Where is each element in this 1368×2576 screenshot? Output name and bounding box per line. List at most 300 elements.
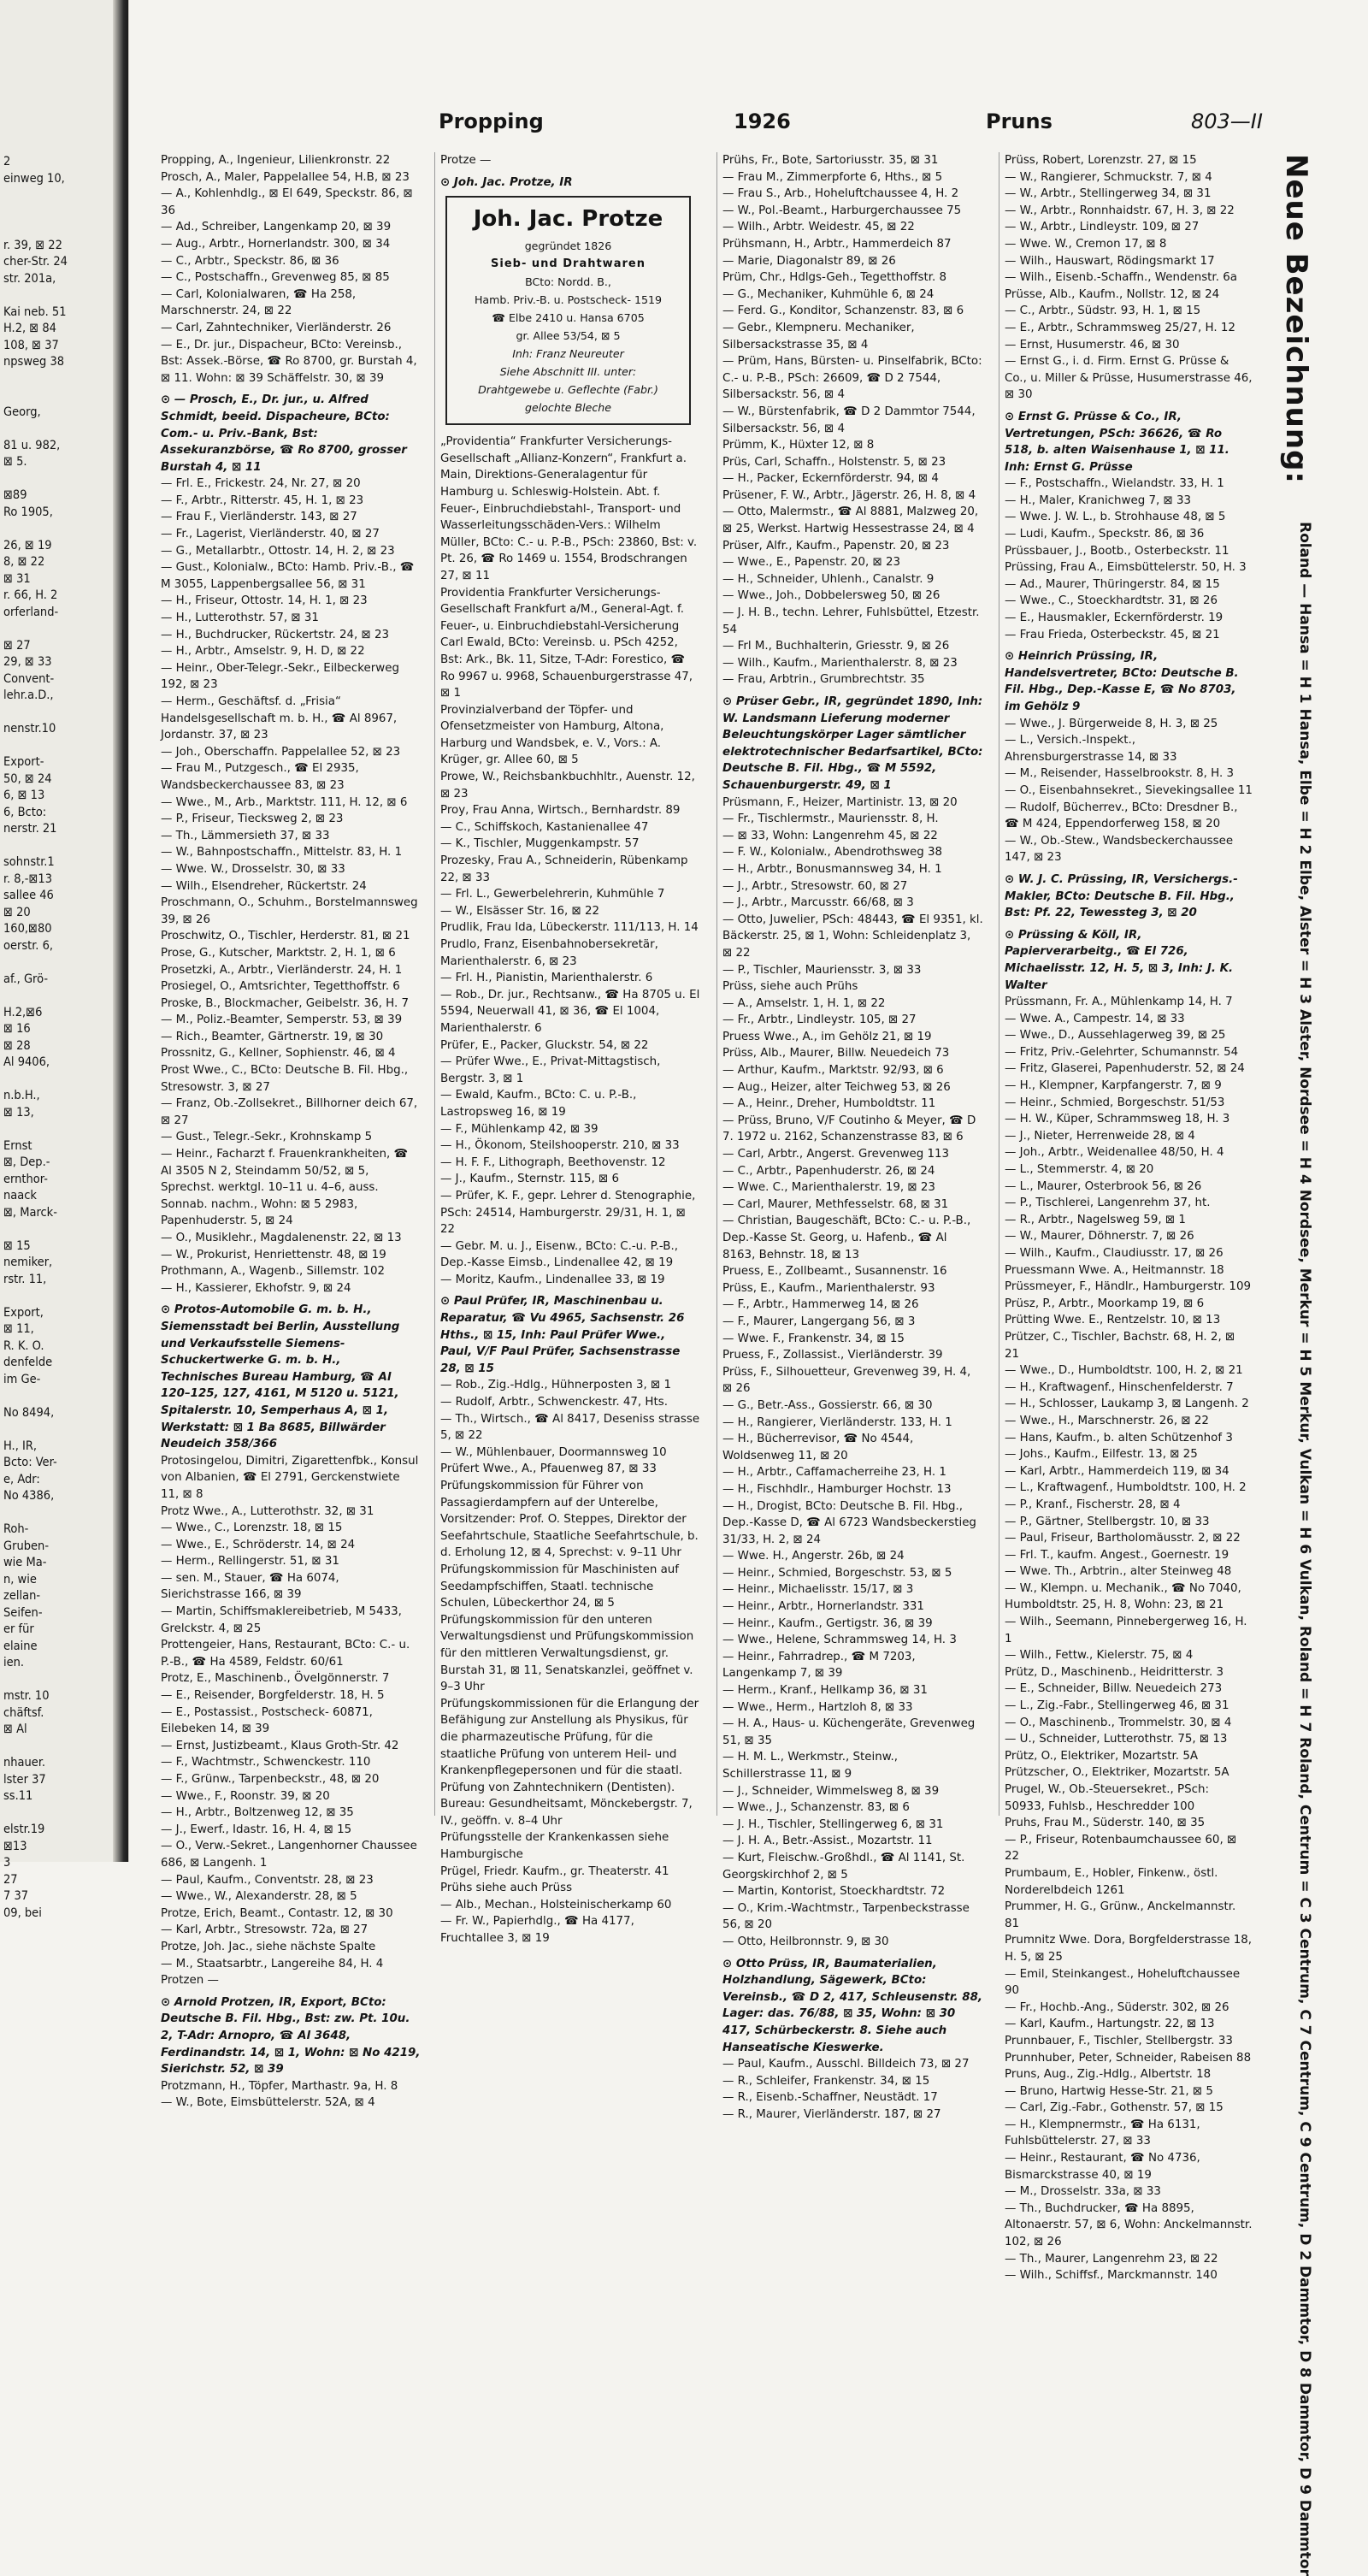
directory-entry: Provinzialverband der Töpfer- und Ofensetzmeister von Hamburg, Altona, Harburg und Wandsbek, e. V., Vors.: A. Krüger, gr. Allee 60, ⊠ 5 [440, 703, 664, 767]
directory-entry: — H., Drogist, BCto: Deutsche B. Fil. Hbg., Dep.-Kasse D, ☎ Al 6723 Wandsbeckerstieg 31/33, H. 2, ⊠ 24 [722, 1499, 976, 1546]
directory-entry: — Franz, Ob.-Zollsekret., Billhorner deich 67, ⊠ 27 [161, 1097, 418, 1127]
directory-entry: Prütting Wwe. E., Rentzelstr. 10, ⊠ 13 [1005, 1314, 1221, 1327]
directory-entry: — H. F. F., Lithograph, Beethovenstr. 12 [440, 1155, 666, 1169]
directory-entry: — Wilh., Arbtr. Weidestr. 45, ⊠ 22 [722, 221, 915, 234]
column-2 [434, 152, 701, 1946]
directory-entry: — Herm., Rellingerstr. 51, ⊠ 31 [161, 1555, 339, 1569]
directory-entry: Prützscher, O., Elektriker, Mozartstr. 5A [1005, 1766, 1229, 1780]
directory-entry: — H., Rangierer, Vierländerstr. 133, H. 1 [722, 1415, 952, 1429]
directory-entry: — E., Postassist., Postscheck- 60871, Eilebeken 14, ⊠ 39 [161, 1705, 373, 1736]
directory-entry: — Wwe. A., Campestr. 14, ⊠ 33 [1005, 1012, 1185, 1025]
directory-entry: — Prüm, Hans, Bürsten- u. Pinselfabrik, BCto: C.- u. P.-B., PSch: 26609, ☎ D 2 7544, Silbersackstr. 56, ⊠ 4 [722, 355, 982, 402]
directory-entry: — M., Drosselstr. 33a, ⊠ 33 [1005, 2185, 1161, 2199]
directory-entry: — H., Ökonom, Steilshooperstr. 210, ⊠ 33 [440, 1139, 680, 1153]
directory-entry: — Ernst, Justizbeamt., Klaus Groth-Str. 42 [161, 1739, 399, 1752]
directory-entry: — W., Arbtr., Stellingerweg 34, ⊠ 31 [1005, 187, 1212, 201]
directory-entry: — H., Arbtr., Bonusmannsweg 34, H. 1 [722, 862, 942, 876]
directory-entry: ⊙ Ernst G. Prüsse & Co., IR, Vertretungen, PSch: 36626, ☎ Ro 518, b. alten Waisenhause 1, ⊠ 11. Inh: Ernst G. Prüsse [1005, 410, 1229, 474]
directory-entry: — H., Schneider, Uhlenh., Canalstr. 9 [722, 572, 935, 586]
directory-entry: ⊙ W. J. C. Prüssing, IR, Versichergs.-Makler, BCto: Deutsche B. Fil. Hbg., Bst: Pf. 22, Tewessteg 3, ⊠ 20 [1005, 872, 1238, 920]
directory-entry: — Frl. H., Pianistin, Marienthalerstr. 6 [440, 972, 653, 985]
directory-entry: — Heinr., Schmied, Borgeschstr. 51/53 [1005, 1096, 1225, 1109]
ad-owner: Inh: Franz Neureuter [512, 347, 624, 361]
directory-entry: — Wwe., C., Stoeckhardtstr. 31, ⊠ 26 [1005, 594, 1218, 608]
directory-entry: — L., Maurer, Osterbrook 56, ⊠ 26 [1005, 1179, 1202, 1193]
directory-entry: — Wwe., H., Marschnerstr. 26, ⊠ 22 [1005, 1414, 1209, 1427]
exchange-legend-sidebar [1247, 154, 1313, 2576]
directory-entry: ⊙ Protos-Automobile G. m. b. H., Siemensstadt bei Berlin, Ausstellung und Verkaufsstelle Siemens-Schuckertwerke G. m. b. H., Technisches Bureau Hamburg, ☎ Al 120–125, 127, 4161, M 5120 u. 5121, Spitalerstr. 10, Semperhaus A, ⊠ 1, Werkstatt: ⊠ 1 Ba 8685, Billwärder Neudeich 358/366 [161, 1303, 400, 1451]
directory-entry: — J., Arbtr., Marcusstr. 66/68, ⊠ 3 [722, 896, 914, 910]
directory-entry: Prühs siehe auch Prüss [440, 1882, 573, 1895]
book-gutter [113, 0, 128, 1862]
directory-entry: — H., Kassierer, Ekhofstr. 9, ⊠ 24 [161, 1281, 351, 1295]
directory-entry: — F., Wachtmstr., Schwenckestr. 110 [161, 1756, 371, 1770]
directory-entry: — F., Arbtr., Ritterstr. 45, H. 1, ⊠ 23 [161, 493, 364, 507]
column-1 [161, 152, 422, 2110]
directory-entry: — W., Arbtr., Ronnhaidstr. 67, H. 3, ⊠ 22 [1005, 204, 1235, 217]
directory-entry: — Aug., Heizer, alter Teichweg 53, ⊠ 26 [722, 1080, 951, 1094]
directory-entry: — Arthur, Kaufm., Marktstr. 92/93, ⊠ 6 [722, 1064, 944, 1078]
directory-entry: Prunnhuber, Peter, Schneider, Rabeisen 88 [1005, 2051, 1252, 2065]
directory-entry: — W., Mühlenbauer, Doormannsweg 10 [440, 1445, 667, 1459]
directory-entry: — sen. M., Stauer, ☎ Ha 6074, Sierichstrasse 166, ⊠ 39 [161, 1571, 339, 1602]
directory-entry: — H., Maler, Kranichweg 7, ⊠ 33 [1005, 493, 1192, 507]
directory-page [144, 68, 1324, 2576]
directory-entry: Prottengeier, Hans, Restaurant, BCto: C.- u. P.-B., ☎ Ha 4589, Feldstr. 60/61 [161, 1639, 410, 1669]
directory-entry: — Heinr., Fahrradrep., ☎ M 7203, Langenkamp 7, ⊠ 39 [722, 1650, 916, 1681]
directory-entry: Prüssmann, Fr. A., Mühlenkamp 14, H. 7 [1005, 996, 1233, 1009]
directory-entry: — Johs., Kaufm., Eilfestr. 13, ⊠ 25 [1005, 1448, 1198, 1462]
directory-entry: Prossnitz, G., Kellner, Sophienstr. 46, ⊠ 4 [161, 1047, 396, 1061]
directory-entry: — Otto, Heilbronnstr. 9, ⊠ 30 [722, 1935, 889, 1948]
directory-entry: — W., Ob.-Stew., Wandsbeckerchaussee 147, ⊠ 23 [1005, 834, 1234, 865]
directory-entry: Prudlo, Franz, Eisenbahnobersekretär, Marienthalerstr. 6, ⊠ 23 [440, 938, 658, 968]
directory-entry: — Ferd. G., Konditor, Schanzenstr. 83, ⊠ 6 [722, 304, 964, 318]
page-number: 803—II [1191, 109, 1263, 133]
directory-entry: Protzen — [161, 1974, 219, 1988]
directory-entry: — Joh., Arbtr., Weidenallee 48/50, H. 4 [1005, 1146, 1224, 1160]
directory-entry: Prumbaum, E., Hobler, Finkenw., östl. Norderelbdeich 1261 [1005, 1866, 1218, 1897]
directory-entry: Proy, Frau Anna, Wirtsch., Bernhardstr. 89 [440, 804, 681, 818]
directory-entry: — H., Lutterothstr. 57, ⊠ 31 [161, 612, 319, 625]
directory-entry: — Marie, Diagonalstr 89, ⊠ 26 [722, 254, 896, 268]
directory-entry: — Karl, Kaufm., Hartungstr. 22, ⊠ 13 [1005, 2018, 1215, 2031]
directory-entry: Pruess, E., Zollbeamt., Susannenstr. 16 [722, 1265, 947, 1279]
directory-entry: Prunnbauer, F., Tischler, Stellbergstr. 33 [1005, 2034, 1233, 2047]
directory-entry: — H., Klempnermstr., ☎ Ha 6131, Fuhlsbüttelerstr. 27, ⊠ 33 [1005, 2118, 1200, 2148]
directory-entry: — Wwe. C., Marienthalerstr. 19, ⊠ 23 [722, 1181, 935, 1195]
directory-entry: — Paul, Friseur, Bartholomäusstr. 2, ⊠ 22 [1005, 1532, 1241, 1545]
column-2-top [440, 152, 701, 191]
directory-entry: Prüsmann, F., Heizer, Martinistr. 13, ⊠ 20 [722, 795, 958, 809]
directory-entry: — Fr., Hochb.-Ang., Süderstr. 302, ⊠ 26 [1005, 2000, 1229, 2014]
previous-page-bleed [0, 0, 129, 1920]
directory-entry: — Wwe., J. Bürgerweide 8, H. 3, ⊠ 25 [1005, 717, 1218, 730]
directory-entry: — Th., Buchdrucker, ☎ Ha 8895, Altonaerstr. 57, ⊠ 6, Wohn: Anckelmannstr. 102, ⊠ 26 [1005, 2201, 1253, 2249]
directory-entry: — Heinr., Kaufm., Gertigstr. 36, ⊠ 39 [722, 1616, 933, 1630]
page-header [144, 104, 1341, 139]
directory-entry: — W., Elsässer Str. 16, ⊠ 22 [440, 904, 600, 918]
directory-entry: — U., Schneider, Lutterothstr. 75, ⊠ 13 [1005, 1733, 1228, 1746]
directory-entry: — Moritz, Kaufm., Lindenallee 33, ⊠ 19 [440, 1273, 665, 1286]
directory-entry: — Fr., Lagerist, Vierländerstr. 40, ⊠ 27 [161, 528, 380, 541]
ad-category: Drahtgewebe u. Geflechte (Fabr.) [478, 383, 658, 397]
directory-entry: — Wwe., E., Papenstr. 20, ⊠ 23 [722, 556, 901, 570]
directory-entry: — W., Bahnpostschaffn., Mittelstr. 83, H. 1 [161, 846, 403, 860]
directory-entry: — Otto, Malermstr., ☎ Al 8881, Malzweg 20, ⊠ 25, Werkst. Hartwig Hessestrasse 24, ⊠ 4 [722, 505, 979, 536]
directory-entry: — Th., Lämmersieth 37, ⊠ 33 [161, 829, 330, 842]
ad-bank-2: Hamb. Priv.-B. u. Postscheck- 1519 [474, 293, 663, 307]
directory-entry: — O., Musiklehr., Magdalenenstr. 22, ⊠ 13 [161, 1232, 402, 1244]
directory-entry: — ⊠ 33, Wohn: Langenrehm 45, ⊠ 22 [722, 829, 938, 842]
directory-entry: Prüssing, Frau A., Eimsbüttelerstr. 50, H. 3 [1005, 561, 1247, 575]
directory-entry: — Christian, Baugeschäft, BCto: C.- u. P.-B., Dep.-Kasse St. Georg, u. Hafenb., ☎ Al 8163, Behnstr. 18, ⊠ 13 [722, 1214, 971, 1261]
directory-entry: — H., Buchdrucker, Rückertstr. 24, ⊠ 23 [161, 628, 390, 641]
sidebar-legend: Roland — Hansa = H 1 Hansa, Elbe = H 2 Elbe, Alster = H 3 Alster, Nordsee = H 4 Nordsee, Merkur = H 5 Merkur, Vulkan = H 6 Vulkan, Roland = H 7 Roland, Centrum = C 3 Centrum, C 7 Centrum, C 9 Centrum, D 2 Dammtor, D 8 Dammtor, D 9 Dammtor [1296, 522, 1313, 2576]
directory-entry: — Frl M., Buchhalterin, Griesstr. 9, ⊠ 26 [722, 640, 950, 653]
directory-entry: — Frl. E., Frickestr. 24, Nr. 27, ⊠ 20 [161, 477, 361, 491]
directory-entry: — Heinr., Facharzt f. Frauenkrankheiten, ☎ Al 3505 N 2, Steindamm 50/52, ⊠ 5, Sprechst. werktgl. 10–11 u. 4–6, auss. Sonnab. nachm., Wohn: ⊠ 5 2983, Papenhuderstr. 5, ⊠ 24 [161, 1148, 409, 1228]
directory-entry: Prosetzki, A., Arbtr., Vierländerstr. 24, H. 1 [161, 963, 403, 977]
ad-bank: BCto: Nordd. B., [525, 275, 611, 289]
directory-entry: — C., Arbtr., Papenhuderstr. 26, ⊠ 24 [722, 1164, 935, 1178]
directory-entry: — Frau S., Arb., Hoheluftchaussee 4, H. 2 [722, 187, 959, 201]
directory-entry: — Aug., Arbtr., Hornerlandstr. 300, ⊠ 34 [161, 237, 391, 251]
directory-entry: — A., Kohlenhdlg., ⊠ El 649, Speckstr. 86, ⊠ 36 [161, 187, 413, 217]
directory-entry: Prüss, Alb., Maurer, Billw. Neuedeich 73 [722, 1047, 950, 1061]
directory-entry: — Wwe. W., Cremon 17, ⊠ 8 [1005, 237, 1167, 251]
directory-entry: Prüs, Carl, Schaffn., Holstenstr. 5, ⊠ 23 [722, 455, 946, 469]
directory-entry: — M., Reisender, Hasselbrookstr. 8, H. 3 [1005, 767, 1235, 781]
directory-entry: ⊙ — Prosch, E., Dr. jur., u. Alfred Schmidt, beeid. Dispacheure, BCto: Com.- u. Priv.-Bank, Bst: Assekuranzbörse, ☎ Ro 8700, grosser Burstah 4, ⊠ 11 [161, 393, 407, 474]
directory-entry: Protze — [440, 154, 492, 167]
directory-entry: — H., Klempner, Karpfangerstr. 7, ⊠ 9 [1005, 1079, 1222, 1093]
directory-entry: Prüssmeyer, F., Händlr., Hamburgerstr. 109 [1005, 1280, 1251, 1294]
directory-entry: Proschwitz, O., Tischler, Herderstr. 81, ⊠ 21 [161, 930, 410, 943]
directory-entry: — E., Reisender, Borgfelderstr. 18, H. 5 [161, 1689, 385, 1703]
directory-entry: — Joh., Oberschaffn. Pappelallee 52, ⊠ 23 [161, 745, 401, 759]
directory-entry: — Karl, Arbtr., Hammerdeich 119, ⊠ 34 [1005, 1464, 1229, 1478]
directory-entry: — P., Tischler, Mauriensstr. 3, ⊠ 33 [722, 963, 922, 977]
directory-entry: Protzmann, H., Töpfer, Marthastr. 9a, H. 8 [161, 2079, 398, 2093]
directory-entry: — F., Postschaffn., Wielandstr. 33, H. 1 [1005, 477, 1224, 491]
directory-entry: — Carl, Maurer, Methfesselstr. 68, ⊠ 31 [722, 1197, 949, 1211]
directory-entry: Protz, E., Maschinenb., Övelgönnerstr. 7 [161, 1672, 390, 1686]
directory-entry: — Wilh., Hauswart, Rödingsmarkt 17 [1005, 254, 1215, 268]
directory-entry: Prüssbauer, J., Bootb., Osterbeckstr. 11 [1005, 544, 1229, 558]
directory-entry: Prüsener, F. W., Arbtr., Jägerstr. 26, H. 8, ⊠ 4 [722, 488, 976, 502]
directory-entry: — F., Arbtr., Hammerweg 14, ⊠ 26 [722, 1298, 919, 1312]
directory-entry: Protz Wwe., A., Lutterothstr. 32, ⊠ 31 [161, 1504, 374, 1518]
directory-entry: Prosch, A., Maler, Pappelallee 54, H.B, ⊠ 23 [161, 170, 410, 184]
directory-entry: ⊙ Prüssing & Köll, IR, Papierverarbeitg., ☎ El 726, Michaelisstr. 12, H. 5, ⊠ 3, Inh: J. K. Walter [1005, 928, 1234, 992]
directory-entry: Prüfungsstelle der Krankenkassen siehe Hamburgische [440, 1831, 669, 1862]
directory-entry: ⊙ Prüser Gebr., IR, gegründet 1890, Inh: W. Landsmann Lieferung moderner Beleuchtungskörper Lager sämtlicher elektrotechnischer Bedarfsartikel, BCto: Deutsche B. Fil. Hbg., ☎ M 5592, Schauenburgerstr. 49, ⊠ 1 [722, 695, 983, 792]
directory-entry: — Wwe. Th., Arbtrin., alter Steinweg 48 [1005, 1565, 1232, 1579]
directory-entry: Prüfungskommission für Führer von Passagierdampfern auf der Unterelbe, Vorsitzender: Prof. O. Steppes, Direktor der Seefahrtschule, Staatliche Seefahrtschule, b. d. Erholung 12, ⊠ 4, Sprechst: v. 9–11 Uhr [440, 1480, 699, 1560]
directory-entry: — Hans, Kaufm., b. alten Schützenhof 3 [1005, 1431, 1233, 1445]
directory-entry: — Wilh., Elsendreher, Rückertstr. 24 [161, 879, 367, 893]
directory-entry: — Paul, Kaufm., Conventstr. 28, ⊠ 23 [161, 1873, 374, 1887]
directory-entry: — C., Schiffskoch, Kastanienallee 47 [440, 820, 649, 834]
directory-entry: — Frau M., Zimmerpforte 6, Hths., ⊠ 5 [722, 170, 943, 184]
directory-entry: — Frl. L., Gewerbelehrerin, Kuhmühle 7 [440, 888, 665, 901]
directory-entry: — O., Eisenbahnsekret., Sievekingsallee 11 [1005, 783, 1253, 797]
directory-entry: — E., Hausmakler, Eckernförderstr. 19 [1005, 612, 1224, 625]
protze-advertisement [445, 196, 691, 425]
directory-entry: — Karl, Arbtr., Stresowstr. 72a, ⊠ 27 [161, 1923, 369, 1937]
directory-entry: — Martin, Kontorist, Stoeckhardtstr. 72 [722, 1885, 946, 1899]
header-last-entry: Pruns [986, 109, 1053, 133]
directory-entry: Prüss, F., Silhouetteur, Grevenweg 39, H. 4, ⊠ 26 [722, 1365, 971, 1396]
directory-entry: — Heinr., Arbtr., Hornerlandstr. 331 [722, 1600, 924, 1614]
directory-entry: — R., Schleifer, Frankenstr. 34, ⊠ 15 [722, 2074, 930, 2088]
directory-entry: — E., Arbtr., Schrammsweg 25/27, H. 12 [1005, 321, 1235, 334]
directory-entry: — W., Maurer, Döhnerstr. 7, ⊠ 26 [1005, 1230, 1194, 1244]
directory-entry: — Herm., Geschäftsf. d. „Frisia“ Handelsgesellschaft m. b. H., ☎ Al 8967, Jordanstr. 37, ⊠ 23 [161, 695, 398, 742]
directory-entry: — Ernst, Husumerstr. 46, ⊠ 30 [1005, 338, 1180, 352]
directory-entry: — Wwe., M., Arb., Marktstr. 111, H. 12, ⊠ 6 [161, 795, 408, 809]
directory-entry: Prost Wwe., C., BCto: Deutsche B. Fil. Hbg., Stresowstr. 3, ⊠ 27 [161, 1064, 409, 1094]
column-2-entries [440, 434, 701, 1947]
directory-entry: Prütz, D., Maschinenb., Heidritterstr. 3 [1005, 1665, 1224, 1679]
directory-entry: — W., Rangierer, Schmuckstr. 7, ⊠ 4 [1005, 170, 1212, 184]
ad-phone: ☎ Elbe 2410 u. Hansa 6705 [492, 311, 645, 325]
directory-entry: Pruhs, Frau M., Süderstr. 140, ⊠ 35 [1005, 1817, 1206, 1830]
directory-entry: — L., Kraftwagenf., Humboldtstr. 100, H. 2 [1005, 1481, 1247, 1495]
directory-entry: — Paul, Kaufm., Ausschl. Billdeich 73, ⊠ 27 [722, 2058, 970, 2071]
directory-entry: — W., Prokurist, Henriettenstr. 48, ⊠ 19 [161, 1248, 386, 1261]
directory-entry: ⊙ Heinrich Prüssing, IR, Handelsvertreter, BCto: Deutsche B. Fil. Hbg., Dep.-Kasse E, ☎ No 8703, im Gehölz 9 [1005, 650, 1239, 713]
directory-entry: — Wilh., Kaufm., Claudiusstr. 17, ⊠ 26 [1005, 1247, 1224, 1260]
directory-entry: — Wwe. F., Frankenstr. 34, ⊠ 15 [722, 1332, 905, 1345]
header-year: 1926 [734, 109, 791, 133]
directory-entry: — J. H., Tischler, Stellingerweg 6, ⊠ 31 [722, 1817, 944, 1831]
directory-entry: — F., Mühlenkamp 42, ⊠ 39 [440, 1122, 598, 1136]
ad-see: Siehe Abschnitt III. unter: [499, 365, 637, 379]
directory-entry: — Wwe., J., Schanzenstr. 83, ⊠ 6 [722, 1801, 910, 1815]
directory-entry: — Ad., Schreiber, Langenkamp 20, ⊠ 39 [161, 221, 392, 234]
directory-entry: Prüsse, Alb., Kaufm., Nollstr. 12, ⊠ 24 [1005, 287, 1220, 301]
directory-entry: — J. H. B., techn. Lehrer, Fuhlsbüttel, Etzestr. 54 [722, 606, 980, 636]
directory-entry: — O., Krim.-Wachtmstr., Tarpenbeckstrasse 56, ⊠ 20 [722, 1901, 970, 1932]
directory-entry: Prothmann, A., Wagenb., Sillemstr. 102 [161, 1265, 386, 1279]
directory-entry: — Prüfer, K. F., gepr. Lehrer d. Stenographie, PSch: 24514, Hamburgerstr. 29/31, H. 1, ⊠ 22 [440, 1189, 696, 1237]
directory-entry: — W., Bote, Eimsbüttelerstr. 52A, ⊠ 4 [161, 2096, 375, 2110]
directory-entry: — Rudolf, Bücherrev., BCto: Dresdner B., ☎ M 424, Eppendorferweg 158, ⊠ 20 [1005, 801, 1238, 831]
directory-entry: — Wilh., Kaufm., Marienthalerstr. 8, ⊠ 23 [722, 656, 958, 670]
directory-entry: — Fr., Tischlermstr., Mauriensstr. 8, H. [722, 812, 939, 826]
directory-entry: Prummer, H. G., Grünw., Anckelmannstr. 81 [1005, 1900, 1236, 1930]
directory-entry: — R., Maurer, Vierländerstr. 187, ⊠ 27 [722, 2107, 941, 2121]
directory-entry: Prüss, E., Kaufm., Marienthalerstr. 93 [722, 1281, 935, 1295]
directory-entry: — G., Mechaniker, Kuhmühle 6, ⊠ 24 [722, 287, 935, 301]
directory-entry: Prütz, O., Elektriker, Mozartstr. 5A [1005, 1749, 1199, 1763]
directory-entry: — Heinr., Schmied, Borgeschstr. 53, ⊠ 5 [722, 1566, 952, 1580]
directory-entry: — Wilh., Fettw., Kielerstr. 75, ⊠ 4 [1005, 1649, 1194, 1663]
directory-entry: — Alb., Mechan., Holsteinischerkamp 60 [440, 1898, 672, 1911]
directory-entry: — J., Schneider, Wimmelsweg 8, ⊠ 39 [722, 1784, 940, 1798]
directory-entry: — L., Zig.-Fabr., Stellingerweg 46, ⊠ 31 [1005, 1699, 1229, 1713]
directory-entry: — C., Postschaffn., Grevenweg 85, ⊠ 85 [161, 271, 390, 285]
directory-entry: — H., Packer, Eckernförderstr. 94, ⊠ 4 [722, 472, 939, 486]
directory-entry: — Heinr., Restaurant, ☎ No 4736, Bismarckstrasse 40, ⊠ 19 [1005, 2152, 1200, 2182]
directory-entry: — H., Arbtr., Boltzenweg 12, ⊠ 35 [161, 1806, 354, 1820]
ad-category-2: gelochte Bleche [524, 401, 612, 415]
directory-entry: — H., Kraftwagenf., Hinschenfelderstr. 7 [1005, 1380, 1234, 1394]
column-3 [716, 152, 983, 2121]
directory-entry: — E., Dr. jur., Dispacheur, BCto: Vereinsb., Bst: Assek.-Börse, ☎ Ro 8700, gr. Burstah 4, ⊠ 11. Wohn: ⊠ 39 Schäffelstr. 30, ⊠ 39 [161, 338, 417, 385]
directory-entry: — Wwe., C., Lorenzstr. 18, ⊠ 15 [161, 1521, 343, 1535]
directory-entry: — Heinr., Ober-Telegr.-Sekr., Eilbeckerweg 192, ⊠ 23 [161, 661, 399, 692]
directory-entry: Prugel, W., Ob.-Steuersekret., PSch: 50933, Fuhlsb., Heschredder 100 [1005, 1783, 1209, 1813]
directory-entry: — Otto, Juwelier, PSch: 48443, ☎ El 9351, kl. Bäckerstr. 25, ⊠ 1, Wohn: Schleidenplatz 3, ⊠ 22 [722, 913, 983, 960]
directory-entry: Prüfer, E., Packer, Gluckstr. 54, ⊠ 22 [440, 1038, 649, 1052]
directory-entry: — Carl, Zahntechniker, Vierländerstr. 26 [161, 321, 392, 334]
directory-entry: Proske, B., Blockmacher, Geibelstr. 36, H. 7 [161, 996, 410, 1010]
directory-entry: Prüss, Robert, Lorenzstr. 27, ⊠ 15 [1005, 154, 1197, 167]
directory-entry: — C., Arbtr., Südstr. 93, H. 1, ⊠ 15 [1005, 304, 1201, 318]
directory-entry: — Th., Maurer, Langenrehm 23, ⊠ 22 [1005, 2252, 1218, 2266]
directory-entry: — Ludi, Kaufm., Speckstr. 86, ⊠ 36 [1005, 528, 1205, 541]
directory-entry: — Martin, Schiffsmaklereibetrieb, M 5433, Grelckstr. 4, ⊠ 25 [161, 1605, 402, 1635]
directory-entry: — Emil, Steinkangest., Hoheluftchaussee 90 [1005, 1967, 1241, 1998]
directory-entry: Prügel, Friedr. Kaufm., gr. Theaterstr. 41 [440, 1864, 669, 1878]
directory-entry: Protze, Erich, Beamt., Contastr. 12, ⊠ 30 [161, 1906, 393, 1920]
directory-entry: — A., Heinr., Dreher, Humboldtstr. 11 [722, 1097, 936, 1111]
directory-entry: — O., Maschinenb., Trommelstr. 30, ⊠ 4 [1005, 1716, 1232, 1729]
directory-entry: Prützer, C., Tischler, Bachstr. 68, H. 2, ⊠ 21 [1005, 1330, 1235, 1361]
directory-entry: — Wwe., Herm., Hartzloh 8, ⊠ 33 [722, 1700, 913, 1714]
header-first-entry: Propping [439, 109, 544, 133]
directory-entry: — Herm., Kranf., Hellkamp 36, ⊠ 31 [722, 1684, 928, 1698]
directory-entry: — R., Eisenb.-Schaffner, Neustädt. 17 [722, 2091, 938, 2105]
directory-entry: — E., Schneider, Billw. Neuedeich 273 [1005, 1682, 1223, 1696]
directory-entry: — H. W., Küper, Schrammsweg 18, H. 3 [1005, 1113, 1230, 1126]
directory-entry: — Prüfer Wwe., E., Privat-Mittagstisch, Bergstr. 3, ⊠ 1 [440, 1055, 661, 1085]
directory-entry: — Wilh., Eisenb.-Schaffn., Wendenstr. 6a [1005, 271, 1237, 285]
directory-entry: — J., Nieter, Herrenweide 28, ⊠ 4 [1005, 1129, 1195, 1143]
directory-entry: — J., Arbtr., Stresowstr. 60, ⊠ 27 [722, 879, 908, 893]
directory-entry: ⊙ Joh. Jac. Protze, IR [440, 175, 573, 189]
directory-entry: — J. H. A., Betr.-Assist., Mozartstr. 11 [722, 1835, 933, 1848]
directory-entry: — H. M. L., Werkmstr., Steinw., Schillerstrasse 11, ⊠ 9 [722, 1751, 898, 1781]
directory-entry: Prüfert Wwe., A., Pfauenweg 87, ⊠ 33 [440, 1462, 657, 1476]
directory-entry: — Kurt, Fleischw.-Großhdl., ☎ Al 1141, St. Georgskirchhof 2, ⊠ 5 [722, 1851, 965, 1882]
directory-entry: — Ernst G., i. d. Firm. Ernst G. Prüsse & Co., u. Miller & Prüsse, Husumerstrasse 46, ⊠ 30 [1005, 355, 1253, 402]
directory-entry: Prumnitz Wwe. Dora, Borgfelderstrasse 18, H. 5, ⊠ 25 [1005, 1934, 1253, 1964]
directory-entry: — Fr. W., Papierhdlg., ☎ Ha 4177, Fruchtallee 3, ⊠ 19 [440, 1915, 634, 1946]
directory-entry: Prowe, W., Reichsbankbuchhltr., Auenstr. 12, ⊠ 23 [440, 771, 695, 801]
directory-entry: — P., Kranf., Fischerstr. 28, ⊠ 4 [1005, 1498, 1181, 1511]
directory-entry: — Fritz, Priv.-Gelehrter, Schumannstr. 54 [1005, 1045, 1239, 1059]
directory-entry: — W., Pol.-Beamt., Harburgerchaussee 75 [722, 204, 962, 217]
directory-entry: — H., Schlosser, Laukamp 3, ⊠ Langenh. 2 [1005, 1397, 1249, 1411]
directory-entry: Prüfungskommission für den unteren Verwaltungsdienst und Prüfungskommission für den mittleren Verwaltungsdienst, gr. Burstah 31, ⊠ 11, Senatskanzlei, geöffnet v. 9–3 Uhr [440, 1613, 694, 1694]
directory-entry: Prudlik, Frau Ida, Lübeckerstr. 111/113, H. 14 [440, 921, 699, 935]
sidebar-title: Neue Bezeichnung: [1279, 154, 1313, 485]
directory-entry: — Wwe., E., Schröderstr. 14, ⊠ 24 [161, 1538, 356, 1551]
directory-entry: — Wwe., Helene, Schrammsweg 14, H. 3 [722, 1634, 957, 1647]
directory-entry: — Gust., Kolonialw., BCto: Hamb. Priv.-B., ☎ M 3055, Lappenbergsallee 56, ⊠ 31 [161, 561, 415, 591]
directory-entry: — F., Grünw., Tarpenbeckstr., 48, ⊠ 20 [161, 1773, 380, 1786]
directory-entry: — Rob., Dr. jur., Rechtsanw., ☎ Ha 8705 u. El 5594, Neuerwall 41, ⊠ 36, ☎ El 1004, Marienthalerstr. 6 [440, 988, 700, 1035]
directory-entry: — Fritz, Glaserei, Papenhuderstr. 52, ⊠ 24 [1005, 1062, 1245, 1076]
directory-entry: — Wwe., D., Aussehlagerweg 39, ⊠ 25 [1005, 1029, 1226, 1043]
directory-entry: — Frau Frieda, Osterbeckstr. 45, ⊠ 21 [1005, 628, 1220, 641]
directory-entry: — P., Tischlerei, Langenrehm 37, ht. [1005, 1196, 1211, 1210]
directory-entry: — L., Stemmerstr. 4, ⊠ 20 [1005, 1163, 1154, 1177]
directory-entry: — H., Friseur, Ottostr. 14, H. 1, ⊠ 23 [161, 594, 368, 608]
directory-entry: — Wwe. W., Drosselstr. 30, ⊠ 33 [161, 862, 345, 876]
directory-entry: — F., Maurer, Langergang 56, ⊠ 3 [722, 1315, 916, 1328]
directory-entry: ⊙ Otto Prüss, IR, Baumaterialien, Holzhandlung, Sägewerk, BCto: Vereinsb., ☎ D 2, 417, Schleusenstr. 88, Lager: das. 76/88, ⊠ 35, Wohn: ⊠ 30 417, Schürbeckerstr. 8. Siehe auch Hanseatische Kieswerke. [722, 1957, 982, 2054]
directory-entry: — A., Amselstr. 1, H. 1, ⊠ 22 [722, 996, 886, 1010]
directory-entry: Proschmann, O., Schuhm., Borstelmannsweg 39, ⊠ 26 [161, 896, 418, 926]
directory-entry: — P., Gärtner, Stellbergstr. 10, ⊠ 33 [1005, 1515, 1210, 1528]
directory-entry: „Providentia“ Frankfurter Versicherungs-Gesellschaft „Allianz-Konzern“, Frankfurt a. Main, Direktions-Generalagentur für Hamburg u. Schleswig-Holstein. Abt. f. Feuer-, Einbruchdiebstahl-, Transport- und Wasserleitungsschäden-Vers.: Wilhelm Müller, BCto: C.- u. P.-B., PSch: 23860, Bst: v. Pt. 26, ☎ Ro 1469 u. 1554, Brodschrangen 27, ⊠ 11 [440, 435, 698, 582]
directory-entry: — Gebr. M. u. J., Eisenw., BCto: C.-u. P.-B., Dep.-Kasse Eimsb., Lindenallee 42, ⊠ 19 [440, 1239, 678, 1270]
directory-entry: — Wwe., D., Humboldtstr. 100, H. 2, ⊠ 21 [1005, 1364, 1243, 1378]
directory-entry: — M., Poliz.-Beamter, Semperstr. 53, ⊠ 39 [161, 1013, 403, 1027]
directory-entry: — H., Arbtr., Caffamacherreihe 23, H. 1 [722, 1466, 946, 1480]
directory-entry: — Wwe. H., Angerstr. 26b, ⊠ 24 [722, 1550, 905, 1563]
directory-entry: — Wwe., Joh., Dobbelersweg 50, ⊠ 26 [722, 589, 940, 603]
directory-entry: Providentia Frankfurter Versicherungs-Gesellschaft Frankfurt a/M., General-Agt. f. Feuer-, u. Einbruchdiebstahl-Versicherung Carl Ewald, BCto: Vereinsb. u. PSch 4252, Bst: Ark., Bk. 11, Sitze, T-Adr: Forestico, ☎ Ro 9967 u. 9968, Schauenburgerstrasse 47, ⊠ 1 [440, 586, 693, 700]
directory-entry: Pruess, F., Zollassist., Vierländerstr. 39 [722, 1349, 943, 1362]
directory-entry: — Frl. T., kaufm. Angest., Goernestr. 19 [1005, 1548, 1229, 1562]
directory-entry: — C., Arbtr., Speckstr. 86, ⊠ 36 [161, 254, 339, 268]
directory-entry: — Wilh., Schiffsf., Marckmannstr. 140 [1005, 2269, 1218, 2283]
directory-entry: — Th., Wirtsch., ☎ Al 8417, Deseniss strasse 5, ⊠ 22 [440, 1412, 700, 1443]
directory-entry: — O., Verw.-Sekret., Langenhorner Chaussee 686, ⊠ Langenh. 1 [161, 1840, 417, 1870]
directory-entry: — W., Bürstenfabrik, ☎ D 2 Dammtor 7544, Silbersackstr. 56, ⊠ 4 [722, 405, 976, 435]
directory-entry: — Ewald, Kaufm., BCto: C. u. P.-B., Lastropsweg 16, ⊠ 19 [440, 1089, 637, 1119]
directory-entry: — H. A., Haus- u. Küchengeräte, Grevenweg 51, ⊠ 35 [722, 1717, 976, 1747]
directory-entry: — Rob., Zig.-Hdlg., Hühnerposten 3, ⊠ 1 [440, 1379, 672, 1392]
directory-entry: Prosiegel, O., Amtsrichter, Tegetthoffstr. 6 [161, 980, 400, 994]
directory-entry: — Wwe., W., Alexanderstr. 28, ⊠ 5 [161, 1890, 357, 1904]
directory-entry: — R., Arbtr., Nagelsweg 59, ⊠ 1 [1005, 1213, 1186, 1226]
directory-entry: — J., Ewerf., Idastr. 16, H. 4, ⊠ 15 [161, 1823, 352, 1836]
directory-entry: — Heinr., Michaelisstr. 15/17, ⊠ 3 [722, 1583, 914, 1597]
directory-entry: Prüfungskommission für Maschinisten auf Seedampfschiffen, Staatl. technische Schulen, Lübeckerthor 24, ⊠ 5 [440, 1563, 679, 1610]
directory-entry: — L., Versich.-Inspekt., Ahrensburgerstrasse 14, ⊠ 33 [1005, 734, 1177, 764]
directory-entry: — Carl, Kolonialwaren, ☎ Ha 258, Marschnerstr. 24, ⊠ 22 [161, 287, 357, 318]
directory-entry: — G., Betr.-Ass., Gossierstr. 66, ⊠ 30 [722, 1398, 933, 1412]
directory-entry: — Bruno, Hartwig Hesse-Str. 21, ⊠ 5 [1005, 2084, 1213, 2098]
ad-address: gr. Allee 53/54, ⊠ 5 [516, 329, 621, 343]
directory-entry: Pruess Wwe., A., im Gehölz 21, ⊠ 19 [722, 1030, 932, 1043]
directory-entry: Pruns, Aug., Zig.-Hdlg., Albertstr. 18 [1005, 2068, 1212, 2082]
directory-entry: Prüfungskommissionen für die Erlangung der Befähigung zur Anstellung als Physikus, für die pharmazeutische Prüfung, für die staatliche Prüfung von unterem Heil- und Krankenpflegepersonen und für die staatl. Prüfung von Zahntechnikern (Dentisten). Bureau: Gesundheitsamt, Mönckebergstr. 7, IV., geöffn. v. 8–4 Uhr [440, 1697, 699, 1828]
directory-entry: Prühsmann, H., Arbtr., Hammerdeich 87 [722, 237, 952, 251]
directory-entry: — Frau M., Putzgesch., ☎ El 2935, Wandsbeckerchaussee 83, ⊠ 23 [161, 762, 359, 792]
directory-entry: — H., Arbtr., Amselstr. 9, H. D, ⊠ 22 [161, 645, 365, 659]
directory-entry: — Prüss, Bruno, V/F Coutinho & Meyer, ☎ D 7. 1972 u. 2162, Schanzenstrasse 83, ⊠ 6 [722, 1114, 976, 1144]
directory-entry: — Gebr., Klempneru. Mechaniker, Silbersackstrasse 35, ⊠ 4 [722, 321, 915, 352]
directory-entry: — P., Friseur, Rotenbaumchaussee 60, ⊠ 22 [1005, 1833, 1237, 1864]
directory-entry: — Rudolf, Arbtr., Schwenckestr. 47, Hts. [440, 1396, 668, 1409]
directory-entry: Prüss, siehe auch Prühs [722, 980, 858, 994]
directory-entry: — M., Staatsarbtr., Langereihe 84, H. 4 [161, 1957, 384, 1970]
directory-entry: — Wilh., Seemann, Pinnebergerweg 16, H. 1 [1005, 1616, 1247, 1645]
directory-entry: Protosingelou, Dimitri, Zigarettenfbk., Konsul von Albanien, ☎ El 2791, Gerckenstwiete 11, ⊠ 8 [161, 1454, 419, 1501]
directory-entry: — G., Metallarbtr., Ottostr. 14, H. 2, ⊠ 23 [161, 544, 395, 558]
directory-entry: — Wwe. J. W. L., b. Strohhause 48, ⊠ 5 [1005, 511, 1226, 524]
directory-entry: Propping, A., Ingenieur, Lilienkronstr. 22 [161, 154, 391, 167]
directory-entry: — W., Arbtr., Lindleystr. 109, ⊠ 27 [1005, 221, 1200, 234]
